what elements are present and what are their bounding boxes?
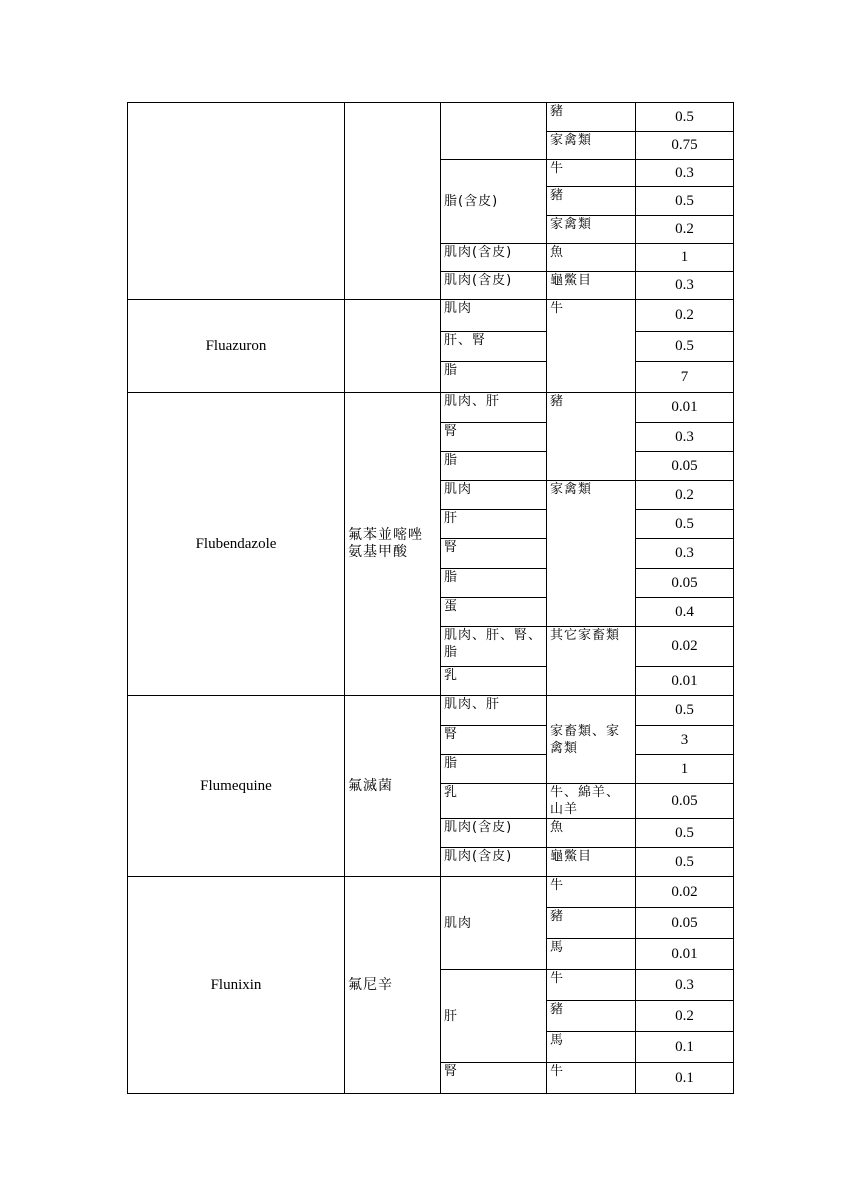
mrl-cell: 0.5 [636, 510, 734, 539]
tissue-cell: 肌肉(含皮) [441, 244, 547, 272]
mrl-cell: 0.3 [636, 272, 734, 300]
drug-name-en [128, 103, 345, 300]
tissue-cell: 乳 [441, 667, 547, 696]
drug-name-zh [345, 300, 441, 393]
species-cell: 豬 [547, 393, 636, 481]
drug-name-en: Flunixin [128, 877, 345, 1094]
tissue-cell: 腎 [441, 539, 547, 569]
mrl-cell: 0.1 [636, 1063, 734, 1094]
drug-name-en: Fluazuron [128, 300, 345, 393]
tissue-cell: 肌肉 [441, 481, 547, 510]
mrl-cell: 0.3 [636, 970, 734, 1001]
mrl-cell: 0.4 [636, 598, 734, 627]
mrl-cell: 3 [636, 726, 734, 755]
tissue-cell: 蛋 [441, 598, 547, 627]
tissue-cell: 肌肉、肝 [441, 393, 547, 423]
tissue-cell: 腎 [441, 1063, 547, 1094]
mrl-cell: 0.3 [636, 423, 734, 452]
tissue-cell: 肝、腎 [441, 332, 547, 362]
mrl-cell: 0.3 [636, 539, 734, 569]
species-cell: 龜鱉目 [547, 272, 636, 300]
tissue-cell: 肝 [441, 970, 547, 1063]
mrl-cell: 0.5 [636, 332, 734, 362]
mrl-cell: 0.3 [636, 160, 734, 187]
species-cell: 牛 [547, 1063, 636, 1094]
mrl-cell: 0.05 [636, 569, 734, 598]
drug-name-en: Flumequine [128, 696, 345, 877]
species-cell: 牛 [547, 877, 636, 908]
mrl-cell: 0.5 [636, 103, 734, 132]
species-cell: 牛 [547, 300, 636, 393]
tissue-cell: 乳 [441, 784, 547, 819]
drug-name-zh: 氟苯並嘧唑氨基甲酸 [345, 393, 441, 696]
tissue-cell: 肌肉 [441, 877, 547, 970]
tissue-cell: 脂 [441, 569, 547, 598]
table-row [128, 393, 734, 423]
mrl-cell: 0.5 [636, 819, 734, 848]
species-cell: 牛 [547, 160, 636, 187]
mrl-cell: 0.2 [636, 1001, 734, 1032]
drug-name-zh [345, 103, 441, 300]
drug-name-en: Flubendazole [128, 393, 345, 696]
mrl-cell: 0.05 [636, 452, 734, 481]
mrl-cell: 1 [636, 755, 734, 784]
tissue-cell: 脂 [441, 362, 547, 393]
mrl-cell: 0.2 [636, 300, 734, 332]
species-cell: 馬 [547, 1032, 636, 1063]
mrl-cell: 0.02 [636, 627, 734, 667]
species-cell: 牛 [547, 970, 636, 1001]
residue-limits-table [127, 102, 734, 1094]
mrl-cell: 0.01 [636, 939, 734, 970]
table-row [128, 103, 734, 132]
tissue-cell: 腎 [441, 423, 547, 452]
drug-name-zh: 氟滅菌 [345, 696, 441, 877]
species-cell: 豬 [547, 908, 636, 939]
species-cell: 豬 [547, 187, 636, 216]
mrl-cell: 1 [636, 244, 734, 272]
mrl-cell: 0.2 [636, 216, 734, 244]
species-cell: 家禽類 [547, 132, 636, 160]
drug-name-zh: 氟尼辛 [345, 877, 441, 1094]
mrl-cell: 0.5 [636, 187, 734, 216]
tissue-cell: 脂(含皮) [441, 160, 547, 244]
table-row [128, 696, 734, 726]
species-cell: 家禽類 [547, 216, 636, 244]
species-cell: 豬 [547, 103, 636, 132]
table-row [128, 300, 734, 332]
tissue-cell: 脂 [441, 452, 547, 481]
mrl-cell: 0.5 [636, 696, 734, 726]
mrl-cell: 0.05 [636, 784, 734, 819]
species-cell: 馬 [547, 939, 636, 970]
tissue-cell: 肝 [441, 510, 547, 539]
tissue-cell: 肌肉、肝、腎、脂 [441, 627, 547, 667]
table-row [128, 877, 734, 908]
tissue-cell: 肌肉(含皮) [441, 848, 547, 877]
species-cell: 家禽類 [547, 481, 636, 627]
species-cell: 牛、綿羊、山羊 [547, 784, 636, 819]
species-cell: 其它家畜類 [547, 627, 636, 696]
tissue-cell: 肌肉、肝 [441, 696, 547, 726]
species-cell: 魚 [547, 819, 636, 848]
species-cell: 龜鱉目 [547, 848, 636, 877]
mrl-cell: 0.05 [636, 908, 734, 939]
mrl-cell: 0.02 [636, 877, 734, 908]
mrl-cell: 0.01 [636, 667, 734, 696]
mrl-cell: 0.2 [636, 481, 734, 510]
mrl-cell: 0.5 [636, 848, 734, 877]
tissue-cell: 腎 [441, 726, 547, 755]
mrl-cell: 0.01 [636, 393, 734, 423]
mrl-cell: 0.75 [636, 132, 734, 160]
species-cell: 魚 [547, 244, 636, 272]
tissue-cell [441, 103, 547, 160]
species-cell: 豬 [547, 1001, 636, 1032]
mrl-cell: 7 [636, 362, 734, 393]
tissue-cell: 肌肉(含皮) [441, 272, 547, 300]
species-cell: 家畜類、家禽類 [547, 696, 636, 784]
mrl-cell: 0.1 [636, 1032, 734, 1063]
tissue-cell: 肌肉(含皮) [441, 819, 547, 848]
tissue-cell: 脂 [441, 755, 547, 784]
tissue-cell: 肌肉 [441, 300, 547, 332]
